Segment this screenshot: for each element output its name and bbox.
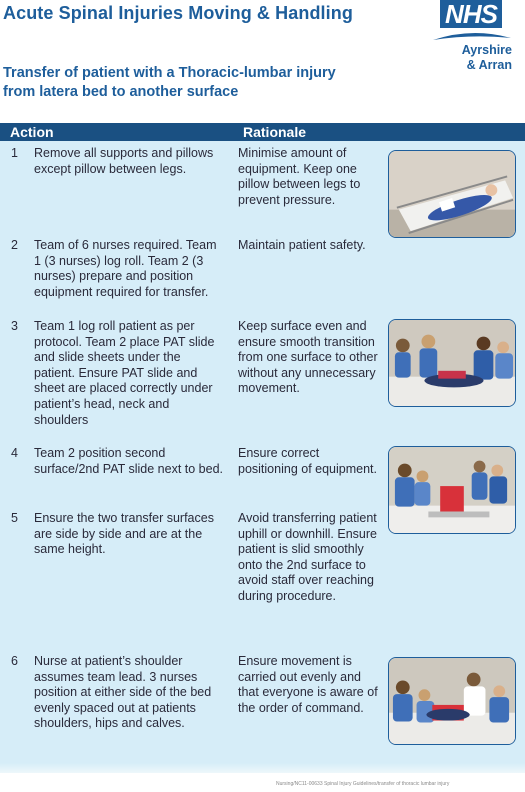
step-action: Team 2 position second surface/2nd PAT slide next to bed. xyxy=(34,446,224,476)
document-title: Acute Spinal Injuries Moving & Handling xyxy=(3,3,353,23)
step-rationale: Maintain patient safety. xyxy=(238,238,366,252)
step-rationale: Minimise amount of equipment. Keep one pillow between legs to prevent pressure. xyxy=(238,146,361,207)
org-name-line2: & Arran xyxy=(466,58,512,72)
nhs-logo xyxy=(430,0,514,88)
table-header xyxy=(0,123,525,141)
column-header-rationale: Rationale xyxy=(243,124,307,140)
swoosh-icon xyxy=(431,31,513,43)
step-rationale: Keep surface even and ensure smooth transition from one surface to other without any unnecessary movement. xyxy=(238,319,378,396)
step-action: Ensure the two transfer surfaces are side by side and are at the same height. xyxy=(34,511,214,557)
step-action: Nurse at patient’s shoulder assumes team lead. 3 nurses position at either side of the bed evenly spaced out at patients shoulders, hips and calves. xyxy=(34,654,212,731)
photo-patient-on-bed xyxy=(388,150,516,238)
nhs-wordmark: NHS xyxy=(440,0,502,28)
subtitle-line-1: Transfer of patient with a Thoracic-lumbar injury xyxy=(3,65,336,81)
step-number: 4 xyxy=(11,446,18,460)
step-number: 2 xyxy=(11,238,18,252)
step-number: 3 xyxy=(11,319,18,333)
step-number: 1 xyxy=(11,146,18,160)
photo-second-surface xyxy=(388,446,516,534)
step-rationale: Ensure correct positioning of equipment. xyxy=(238,446,377,476)
step-number: 5 xyxy=(11,511,18,525)
document-subtitle xyxy=(3,64,363,102)
photo-log-roll xyxy=(388,319,516,407)
step-action: Team 1 log roll patient as per protocol. Team 2 place PAT slide and slide sheets under the patient. Ensure PAT slide and sheet are placed correctly under patient’s head, neck and shoulders xyxy=(34,319,215,427)
step-action: Remove all supports and pillows except pillow between legs. xyxy=(34,146,214,176)
document-reference: Nursing/NC11-00633 Spinal Injury Guidelines/transfer of thoracic lumbar injury xyxy=(276,781,450,787)
step-rationale: Ensure movement is carried out evenly and that everyone is aware of the order of command. xyxy=(238,654,378,715)
column-header-action: Action xyxy=(10,124,54,140)
org-name-line1: Ayrshire xyxy=(461,43,512,57)
subtitle-line-2: from latera bed to another surface xyxy=(3,84,239,100)
step-rationale: Avoid transferring patient uphill or downhill. Ensure patient is slid smoothly onto the 2nd surface to avoid staff over reaching during procedure. xyxy=(238,511,377,603)
step-number: 6 xyxy=(11,654,18,668)
step-action: Team of 6 nurses required. Team 1 (3 nurses) log roll. Team 2 (3 nurses) prepare and position equipment required for transfer. xyxy=(34,238,217,299)
photo-team-transfer xyxy=(388,657,516,745)
